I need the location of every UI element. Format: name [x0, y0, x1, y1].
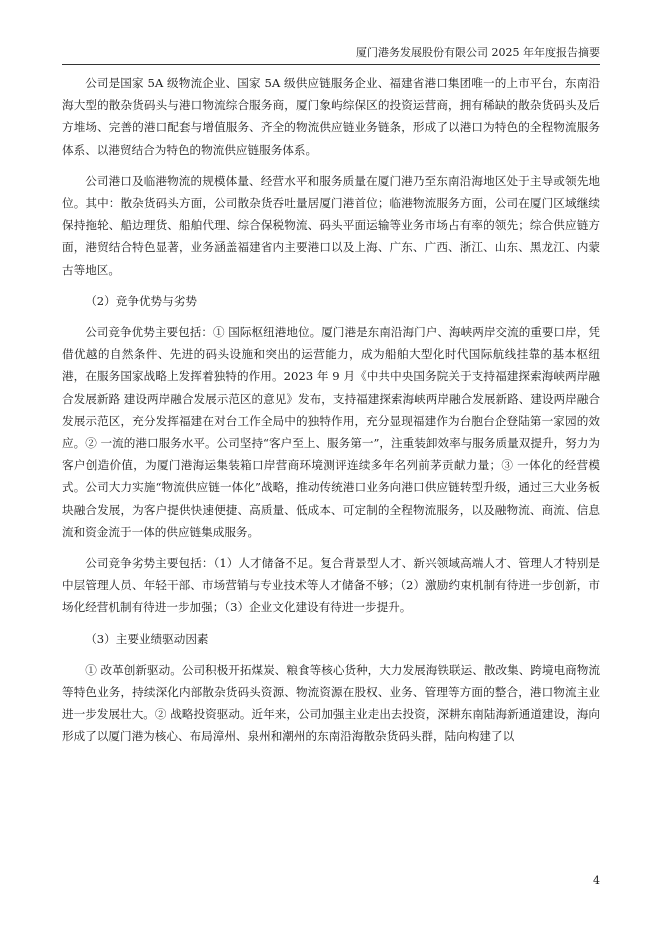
paragraph-performance-drivers: ① 改革创新驱动。公司积极开拓煤炭、粮食等核心货种，大力发展海铁联运、散改集、跨境电商物流等特色业务，持续深化内部散杂货码头资源、物流资源在股权、业务、管理等方面的整合，港口物流主业进一步发展壮大。② 战略投资驱动。近年来，公司加强主业走出去投资，深耕东南陆海新通道建设，海向形成了以厦门港为核心、布局漳州、泉州和潮州的东南沿海散杂货码头群，陆向构建了以 — [62, 662, 600, 744]
page-number: 4 — [593, 874, 600, 887]
page-header — [62, 44, 600, 65]
paragraph-competitive-advantages: 公司竞争优势主要包括：① 国际枢纽港地位。厦门港是东南沿海门户、海峡两岸交流的重要口岸，凭借优越的自然条件、先进的码头设施和突出的运营能力，成为船舶大型化时代国际航线挂靠的基本枢纽港，在服务国家战略上发挥着独特的作用。2023 年 9 月《中共中央国务院关于支持福建探索海峡两岸融合发展新路 建设两岸融合发展示范区的意见》发布，支持福建探索海峡两岸融合发展新路、建设两岸融合发展示范区，充分发挥福建在对台工作全局中的独特作用，充分显现福建作为台胞台企登陆第一家园的效应。② 一流的港口服务水平。公司坚持“客户至上、服务第一”，注重装卸效率与服务质量双提升，努力为客户创造价值，为厦门港海运集装箱口岸营商环境测评连续多年名列前茅贡献力量；③ 一体化的经营模式。公司大力实施“物流供应链一体化”战略，推动传统港口业务向港口供应链转型升级，通过三大业务板块融合发展，为客户提供快速便捷、高质量、低成本、可定制的全程物流服务，以及融物流、商流、信息流和资金流于一体的供应链集成服务。 — [62, 325, 600, 539]
paragraph-company-overview: 公司是国家 5A 级物流企业、国家 5A 级供应链服务企业、福建省港口集团唯一的上市平台，东南沿海大型的散杂货码头与港口物流综合服务商，厦门象屿综保区的投资运营商，拥有稀缺的散杂货码头及后方堆场、完善的港口配套与增值服务、齐全的物流供应链业务链条，形成了以港口为特色的全程物流服务体系、以港贸结合为特色的物流供应链服务体系。 — [62, 76, 600, 157]
section-heading-competition: （2）竞争优势与劣势 — [85, 293, 197, 308]
document-body — [62, 72, 600, 757]
paragraph-competitive-disadvantages: 公司竞争劣势主要包括：（1）人才储备不足。复合背景型人才、新兴领域高端人才、管理人才特别是中层管理人员、年轻干部、市场营销与专业技术等人才储备不够；（2）激励约束机制有待进一步创新，市场化经营机制有待进一步加强；（3）企业文化建设有待进一步提升。 — [62, 556, 600, 615]
header-title: 厦门港务发展股份有限公司 2025 年年度报告摘要 — [356, 46, 600, 59]
paragraph-market-position: 公司港口及临港物流的规模体量、经营水平和服务质量在厦门港乃至东南沿海地区处于主导或领先地位。其中：散杂货码头方面，公司散杂货吞吐量居厦门港首位；临港物流服务方面，公司在厦门区域继续保持拖轮、船边理货、船舶代理、综合保税物流、码头平面运输等业务市场占有率的领先；综合供应链方面，港贸结合特色显著，业务涵盖福建省内主要港口以及上海、广东、广西、浙江、山东、黑龙江、内蒙古等地区。 — [62, 173, 600, 277]
section-heading-drivers: （3）主要业绩驱动因素 — [85, 631, 209, 646]
